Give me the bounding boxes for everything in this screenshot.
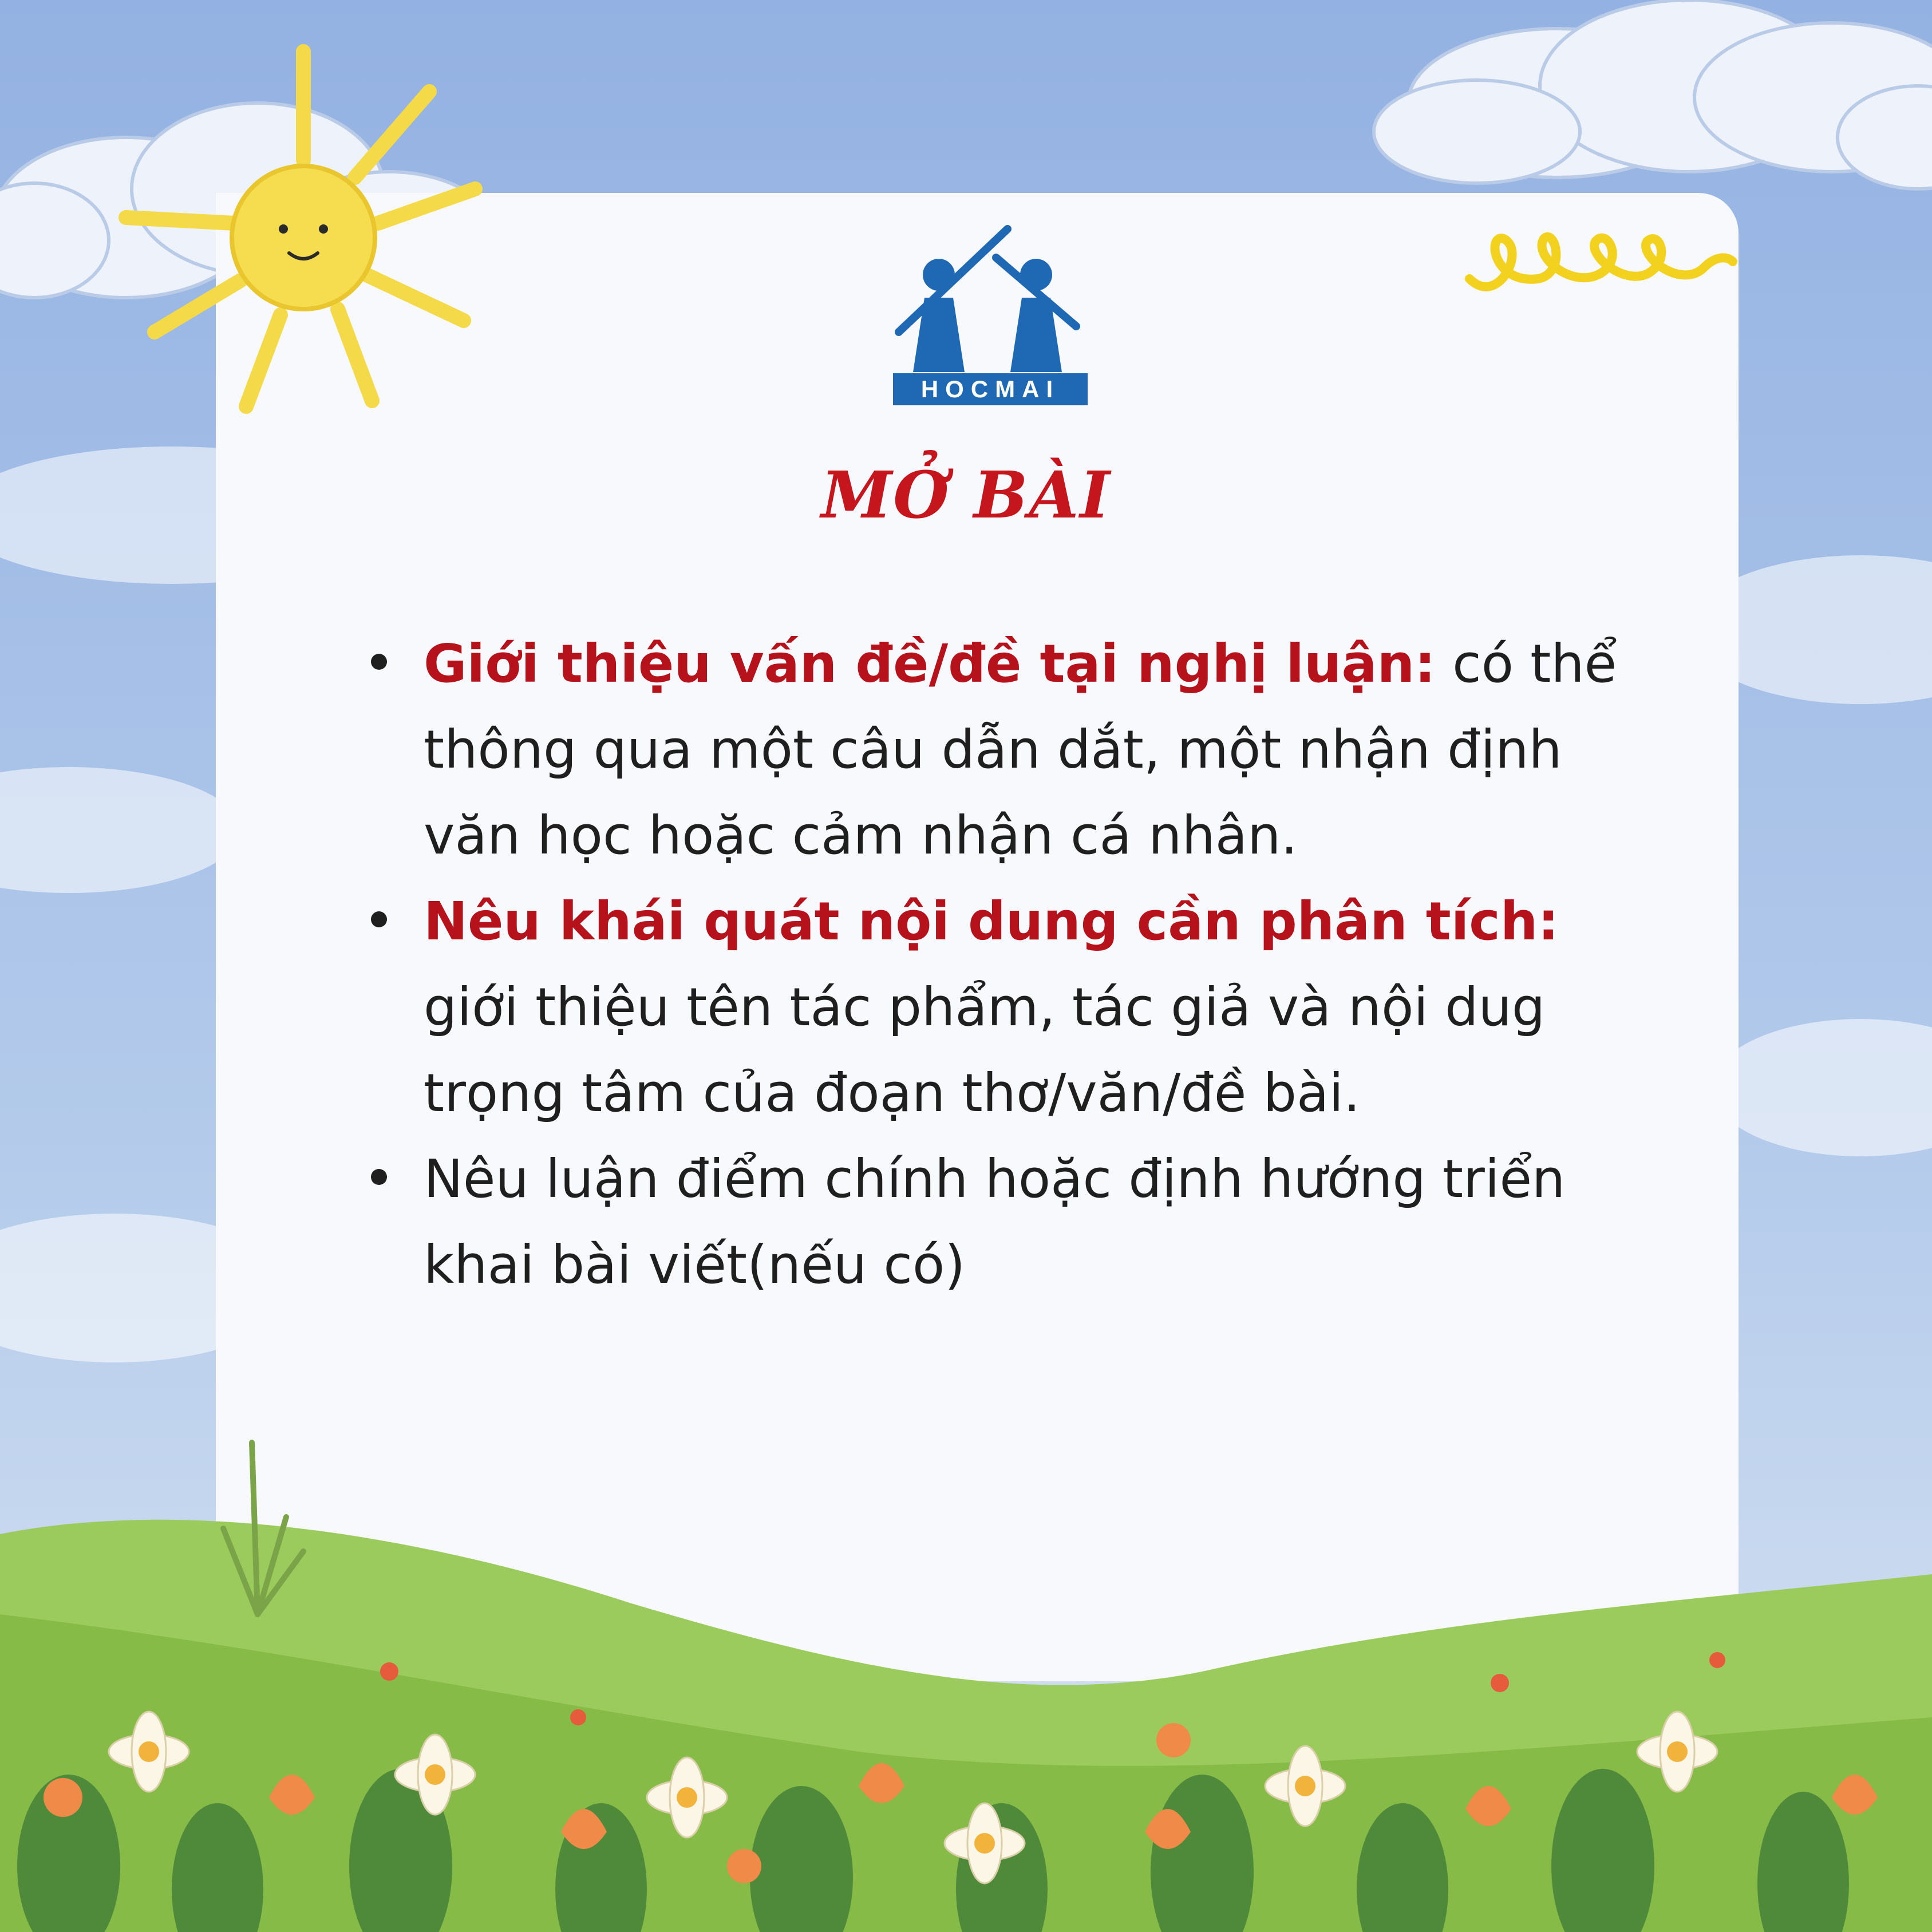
bullet-text: Nêu luận điểm chính hoặc định hướng triển khai bài viết(nếu có)	[424, 1148, 1566, 1295]
bullet-text: có thể thông qua một câu dẫn dắt, một nhận định văn học hoặc cảm nhận cá nhân.	[424, 633, 1617, 866]
logo-text: HOCMAI	[920, 376, 1060, 402]
bullet-text: giới thiệu tên tác phẩm, tác giả và nội dug trọng tâm của đoạn thơ/văn/đề bài.	[424, 977, 1546, 1124]
bullet-dot-icon	[371, 654, 387, 670]
bullet-dot-icon	[371, 1169, 387, 1185]
squiggle-icon	[1464, 216, 1739, 313]
bullet-list	[366, 621, 1660, 1308]
list-item	[366, 621, 1660, 879]
page-title: MỞ BÀI	[821, 458, 1111, 533]
bullet-heading: Nêu khái quát nội dung cần phân tích:	[424, 891, 1559, 952]
list-item	[366, 879, 1660, 1136]
bullet-dot-icon	[371, 911, 387, 927]
sun-icon	[109, 40, 521, 429]
bullet-heading: Giới thiệu vấn đề/đề tại nghị luận:	[424, 633, 1436, 694]
list-item	[366, 1136, 1660, 1308]
meadow-illustration	[0, 1431, 1932, 1932]
